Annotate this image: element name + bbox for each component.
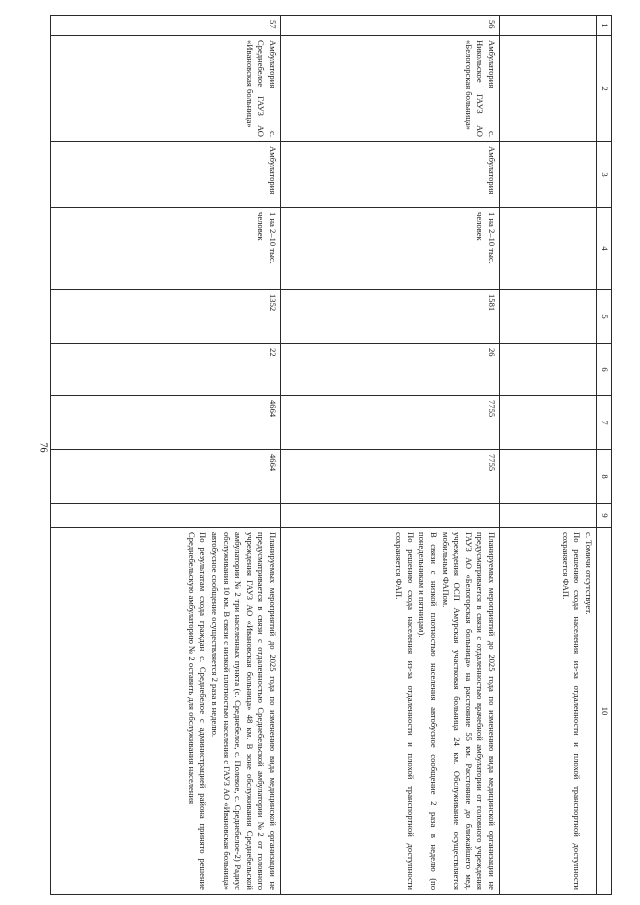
table-cell [500, 142, 597, 208]
table-cell [500, 344, 597, 396]
rotated-table-wrapper [67, 15, 612, 895]
header-cell: 4 [597, 208, 612, 290]
value-col5: 1352 [51, 290, 281, 344]
facility-table [50, 15, 612, 895]
table-row [51, 16, 281, 895]
notes-cell [51, 528, 281, 895]
header-cell: 1 [597, 16, 612, 36]
header-cell: 6 [597, 344, 612, 396]
note-paragraph: с. Томичи отсутствует. [584, 532, 594, 615]
header-cell: 2 [597, 36, 612, 142]
header-cell: 5 [597, 290, 612, 344]
value-col8: 7755 [281, 450, 500, 504]
facility-type: Амбулатория [281, 142, 500, 208]
note-paragraph: По решению схода населения из-за отдаленности и плохой транспортной доступности сохраняется ФАП. [560, 532, 583, 890]
row-number: 57 [51, 16, 281, 36]
coverage-norm: 1 на 2–10 тыс. человек [281, 208, 500, 290]
header-cell: 9 [597, 504, 612, 528]
header-cell: 10 [597, 528, 612, 895]
header-row [597, 16, 612, 895]
value-col8: 4664 [51, 450, 281, 504]
value-col6: 26 [281, 344, 500, 396]
table-cell [500, 16, 597, 36]
value-col9 [281, 504, 500, 528]
coverage-norm: 1 на 2–10 тыс. человек [51, 208, 281, 290]
table-row [281, 16, 500, 895]
facility-name: Амбулатория с. Никольское ГАУЗ АО «Белогорская больница» [281, 36, 500, 142]
value-col6: 22 [51, 344, 281, 396]
notes-cell [281, 528, 500, 895]
table-cell [500, 504, 597, 528]
row-number: 56 [281, 16, 500, 36]
table-cell [500, 290, 597, 344]
value-col5: 1581 [281, 290, 500, 344]
table-cell [500, 208, 597, 290]
value-col7: 7755 [281, 396, 500, 450]
page-number: 76 [37, 442, 49, 453]
header-cell: 8 [597, 450, 612, 504]
table-row-continuation [500, 16, 597, 895]
header-cell: 7 [597, 396, 612, 450]
table-cell [500, 450, 597, 504]
table-cell [500, 36, 597, 142]
value-col9 [51, 504, 281, 528]
note-paragraph: В связи с низкой плотностью населения автобусное сообщение 2 раза в неделю (по понедельникам и пятницам). [417, 532, 440, 890]
table-cell [500, 396, 597, 450]
note-paragraph: По решению схода населения из-за отдаленности и плохой транспортной доступности сохраняется ФАП. [394, 532, 416, 890]
note-paragraph: Планируемых мероприятий до 2025 года по изменению вида медицинской организации не предусматривается в связи с отдаленностью Среднебельской амбулатории №2 от головного учреждения ГАУЗ АО «Ивановская больница» 48 км. В зоне обслуживания Среднебельской амбулатории № 2 три населенных пункта (с. Среднебелое, с. Полевое, с. Среднебелое-2) Радиус обслуживания 10 км. В связи с низкой плотностью населения с ГАУЗ АО «Ивановская больница» автобусное сообщение осуществляется 2 раза в неделю. [210, 532, 278, 890]
note-paragraph: По результатам схода граждан с. Среднебелое с администрацией района принято решение Среднебельскую амбулаторию № 2 оставить для обслуживания населения [186, 532, 209, 890]
facility-name: Амбулатория с. Среднебелое ГАУЗ АО «Ивановская больница» [51, 36, 281, 142]
value-col7: 4664 [51, 396, 281, 450]
notes-cell [500, 528, 597, 895]
header-cell: 3 [597, 142, 612, 208]
note-paragraph: Планируемых мероприятий до 2025 года по изменению вида медицинской организации не предусматривается в связи с отдаленностью врачебной амбулатории от головного учреждения ГАУЗ АО «Белогорская больница» на расстояние 55 км. Расстояние до ближайшего мед. учреждения ОСП Амурская участковая больница 24 км. Обслуживание осуществляется мобильным ФАПом. [440, 532, 497, 890]
facility-type: Амбулатория [51, 142, 281, 208]
